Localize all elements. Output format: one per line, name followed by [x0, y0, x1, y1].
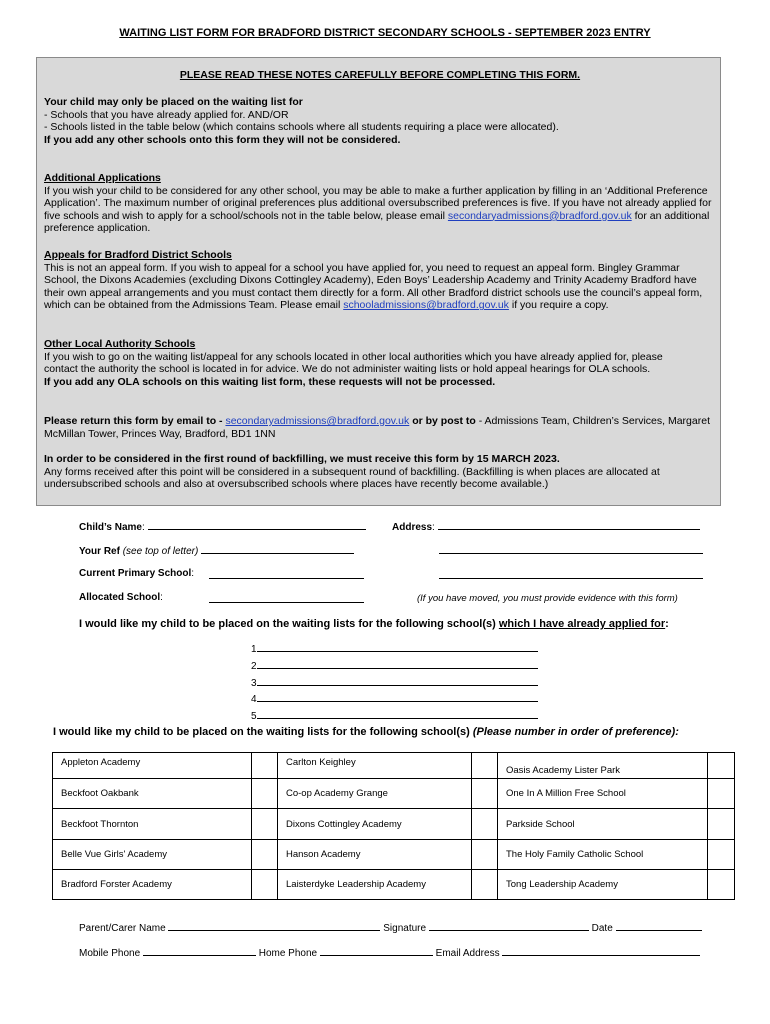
your-ref-field [79, 543, 354, 557]
allocated-school-field: Allocated School: [79, 592, 163, 603]
table-row [53, 779, 735, 809]
preference-box[interactable] [252, 809, 278, 840]
deadline-section [44, 453, 716, 491]
child-name-label: Child’s Name [79, 522, 142, 533]
address-input-line-1[interactable] [438, 519, 700, 530]
ola-section [44, 338, 716, 388]
primary-school-label: Current Primary School [79, 568, 192, 579]
school-cell: Parkside School [498, 809, 708, 840]
school-cell: Bradford Forster Academy [53, 870, 252, 900]
email-address-input[interactable] [502, 945, 700, 956]
applied-input-5[interactable] [257, 709, 538, 719]
table-row [53, 870, 735, 900]
waiting-intro: Your child may only be placed on the waiting list for [44, 96, 303, 108]
home-phone-input[interactable] [320, 945, 433, 956]
return-instructions: Please return this form by email to - secondaryadmissions@bradford.gov.uk or by post to - Admissions Team, Children’s Services, Margaret McMillan Tower, Princes Way, Bradford, BD1 1NN [44, 415, 710, 440]
applied-line-1: 1 [251, 642, 538, 655]
parent-name-input[interactable] [168, 920, 380, 931]
school-cell: Tong Leadership Academy [498, 870, 708, 900]
applied-line-3: 3 [251, 676, 538, 689]
preference-box[interactable] [708, 753, 735, 779]
notes-heading: PLEASE READ THESE NOTES CAREFULLY BEFORE COMPLETING THIS FORM. [179, 69, 581, 81]
parent-details-row [79, 920, 702, 934]
appeals-heading: Appeals for Bradford District Schools [44, 249, 232, 261]
table-row [53, 753, 735, 779]
applied-line-5: 5 [251, 709, 538, 722]
waiting-list-rules [44, 96, 716, 146]
school-cell: Co-op Academy Grange [278, 779, 472, 809]
appeals-text: This is not an appeal form. If you wish to appeal for a school you have applied for, you need to request an appeal form. Bingley Grammar School, the Dixons Academies (excluding Dixons Cottingley Academy), Eden Boys’ Leadership Academy and Trinity Academy Bradford have their own appeal arrangements and you must contact them directly for a form. All other Bradford district schools use the council’s appeal form, which can be obtained from the Admissions Team. Please email schooladmissions@bradford.gov.uk if you require a copy. [44, 261, 703, 312]
mobile-label: Mobile Phone [79, 948, 141, 959]
additional-heading: Additional Applications [44, 172, 161, 184]
additional-email-link[interactable]: secondaryadmissions@bradford.gov.uk [447, 209, 632, 222]
preference-box[interactable] [708, 779, 735, 809]
school-cell: Carlton Keighley [278, 753, 472, 779]
email-label: Email Address [435, 948, 500, 959]
table-row [53, 809, 735, 840]
contact-details-row [79, 945, 700, 959]
allocated-school-line [209, 592, 364, 606]
preference-box[interactable] [252, 870, 278, 900]
waiting-line-1: - Schools that you have already applied for. AND/OR [44, 108, 289, 121]
applied-input-3[interactable] [257, 676, 538, 686]
address-field: Address: [392, 519, 700, 533]
primary-school-input[interactable] [209, 568, 364, 579]
date-label: Date [591, 923, 613, 934]
primary-school-field: Current Primary School: [79, 568, 195, 579]
preference-box[interactable] [252, 840, 278, 870]
school-cell: Beckfoot Oakbank [53, 779, 252, 809]
deadline-text: Any forms received after this point will be considered in a subsequent round of backfilling. (Backfilling is when places are allocated at undersubscribed schools and also at oversubscribed schools where places have recently become available.) [44, 465, 660, 491]
date-input[interactable] [616, 920, 702, 931]
preference-box[interactable] [252, 753, 278, 779]
preference-box[interactable] [472, 870, 498, 900]
applied-heading: I would like my child to be placed on the waiting lists for the following school(s) which I have already applied for: [79, 618, 669, 630]
primary-school-line [209, 568, 364, 582]
additional-text: If you wish your child to be considered for any other school, you may be able to make a further application by filling in an ‘Additional Preference Application’. The maximum number of original preferences plus additional oversubscribed preferences is five. If you have not already applied for five schools and wish to apply for a school/schools not in the table below, please email secondaryadmissions@bradford.gov.uk for an additional preference application. [44, 184, 712, 235]
school-cell: Laisterdyke Leadership Academy [278, 870, 472, 900]
address-input-line-2[interactable] [439, 543, 703, 554]
ola-heading: Other Local Authority Schools [44, 338, 196, 350]
preference-box[interactable] [708, 870, 735, 900]
waiting-line-2: - Schools listed in the table below (which contains schools where all students requiring a place were allocated). [44, 121, 559, 134]
applied-input-2[interactable] [257, 659, 538, 669]
parent-label: Parent/Carer Name [79, 923, 166, 934]
your-ref-hint: (see top of letter) [122, 546, 199, 557]
signature-label: Signature [383, 923, 427, 934]
moved-note: (If you have moved, you must provide evidence with this form) [417, 593, 678, 604]
table-row [53, 840, 735, 870]
school-cell: Beckfoot Thornton [53, 809, 252, 840]
school-cell: The Holy Family Catholic School [498, 840, 708, 870]
preference-box[interactable] [472, 809, 498, 840]
your-ref-label: Your Ref [79, 546, 120, 557]
address-line-2 [439, 543, 703, 557]
deadline-bold: In order to be considered in the first round of backfilling, we must receive this form by 15 MARCH 2023. [44, 453, 560, 465]
signature-input[interactable] [429, 920, 589, 931]
address-line-3 [439, 568, 703, 582]
return-email-link[interactable]: secondaryadmissions@bradford.gov.uk [225, 415, 410, 427]
ola-text: If you wish to go on the waiting list/appeal for any schools located in other local authorities which you have already applied for, please contact the authority the school is located in for advice. We do not administer waiting lists or hold appeal hearings for OLA schools. [44, 350, 663, 376]
school-cell: Oasis Academy Lister Park [498, 753, 708, 779]
child-name-field: Child’s Name: [79, 519, 366, 533]
your-ref-input[interactable] [201, 543, 354, 554]
school-cell: Hanson Academy [278, 840, 472, 870]
appeals-email-link[interactable]: schooladmissions@bradford.gov.uk [343, 299, 509, 312]
applied-line-2: 2 [251, 659, 538, 672]
form-title: WAITING LIST FORM FOR BRADFORD DISTRICT SECONDARY SCHOOLS - SEPTEMBER 2023 ENTRY [119, 27, 651, 39]
home-label: Home Phone [258, 948, 318, 959]
child-name-input[interactable] [148, 519, 366, 530]
preference-box[interactable] [708, 840, 735, 870]
mobile-phone-input[interactable] [143, 945, 256, 956]
schools-table [52, 752, 735, 900]
allocated-school-input[interactable] [209, 592, 364, 603]
school-cell: Dixons Cottingley Academy [278, 809, 472, 840]
address-label: Address [392, 522, 433, 533]
preference-box[interactable] [708, 809, 735, 840]
notes-panel [36, 57, 721, 506]
school-cell: Appleton Academy [53, 753, 252, 779]
applied-input-1[interactable] [257, 642, 538, 652]
allocated-school-label: Allocated School [79, 592, 161, 603]
table-heading: I would like my child to be placed on the waiting lists for the following school(s) (Please number in order of preference): [53, 726, 679, 738]
waiting-warning: If you add any other schools onto this form they will not be considered. [44, 133, 401, 146]
preference-box[interactable] [472, 840, 498, 870]
additional-applications-section [44, 172, 716, 235]
address-input-line-3[interactable] [439, 568, 703, 579]
school-cell: One In A Million Free School [498, 779, 708, 809]
preference-box[interactable] [472, 753, 498, 779]
applied-line-4: 4 [251, 692, 538, 705]
preference-box[interactable] [472, 779, 498, 809]
appeals-section [44, 249, 716, 312]
school-cell: Belle Vue Girls' Academy [53, 840, 252, 870]
preference-box[interactable] [252, 779, 278, 809]
applied-input-4[interactable] [257, 692, 538, 702]
ola-warning: If you add any OLA schools on this waiting list form, these requests will not be processed. [44, 375, 496, 388]
